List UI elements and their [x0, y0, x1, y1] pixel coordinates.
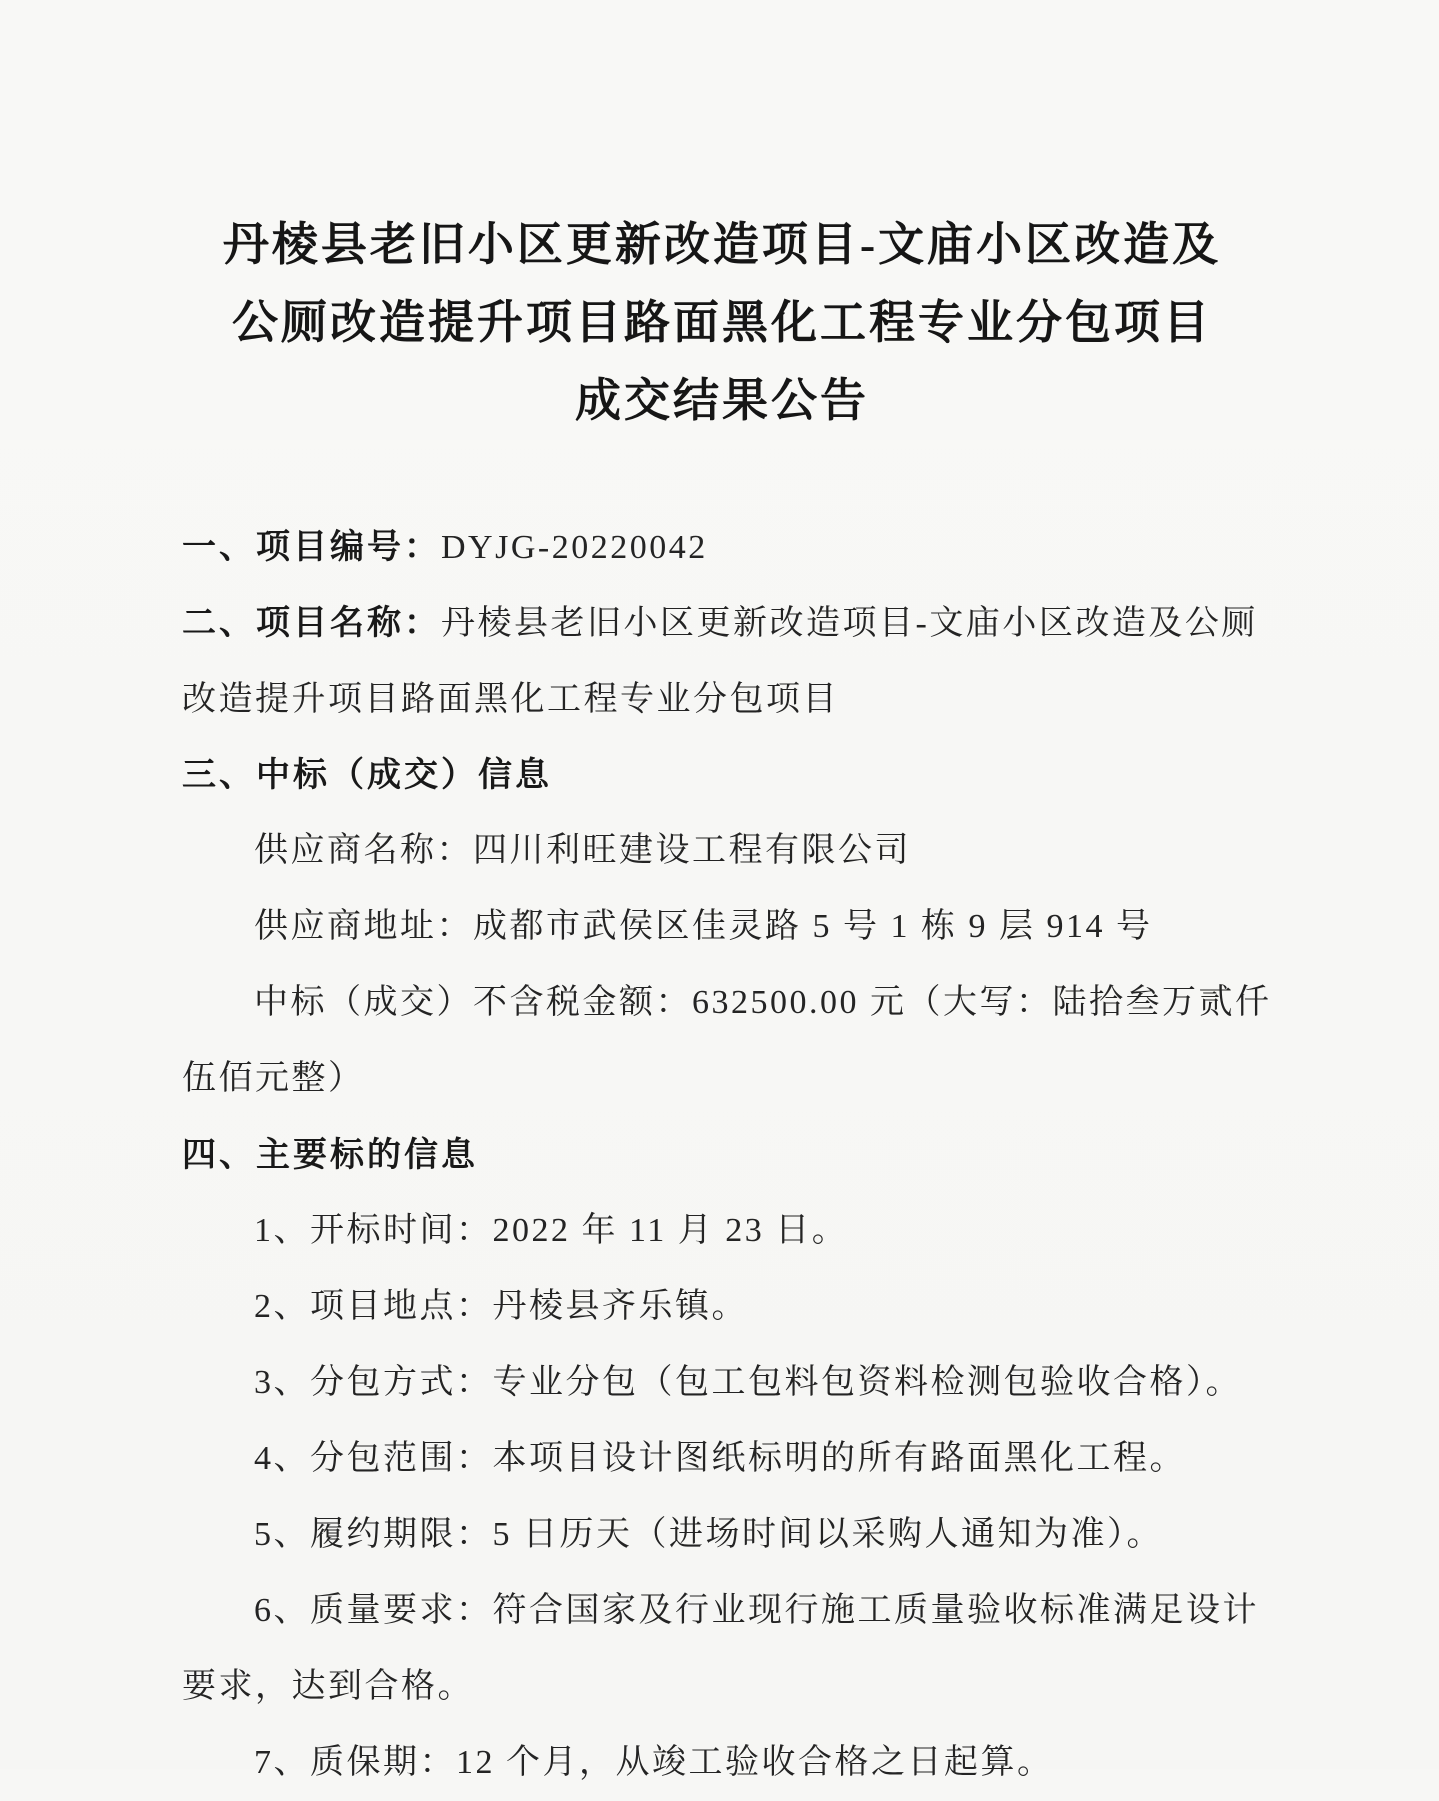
award-amount-text-continued: 伍佰元整）: [182, 1060, 365, 1097]
line-supplier-name: [182, 813, 1262, 889]
line-item-6-quality-requirement: [182, 1573, 1262, 1649]
project-name-value-continued: 改造提升项目路面黑化工程专业分包项目: [182, 681, 839, 718]
document-title: [182, 206, 1262, 440]
line-item-3-subcontract-method: [182, 1345, 1262, 1421]
line-award-info-heading: [182, 737, 1262, 813]
project-name-label: 二、项目名称：: [182, 604, 441, 642]
award-info-heading-label: 三、中标（成交）信息: [182, 756, 552, 794]
supplier-address-text: 供应商地址：成都市武侯区佳灵路 5 号 1 栋 9 层 914 号: [254, 908, 1153, 945]
document-content: [182, 509, 1272, 1801]
item-4-text: 4、分包范围：本项目设计图纸标明的所有路面黑化工程。: [254, 1440, 1186, 1477]
award-amount-text: 中标（成交）不含税金额：632500.00 元（大写：陆拾叁万贰仟: [254, 984, 1272, 1021]
supplier-name-text: 供应商名称：四川利旺建设工程有限公司: [254, 832, 911, 869]
project-number-value: DYJG-20220042: [441, 529, 708, 566]
line-item-7-warranty-period: [182, 1725, 1262, 1801]
line-project-name: [182, 585, 1262, 661]
item-3-text: 3、分包方式：专业分包（包工包料包资料检测包验收合格）。: [254, 1364, 1242, 1401]
item-5-text: 5、履约期限：5 日历天（进场时间以采购人通知为准）。: [254, 1516, 1163, 1553]
line-project-number: [182, 509, 1262, 585]
line-item-4-subcontract-scope: [182, 1421, 1262, 1497]
item-2-text: 2、项目地点：丹棱县齐乐镇。: [254, 1288, 748, 1325]
line-item-5-performance-period: [182, 1497, 1262, 1573]
item-6-text: 6、质量要求：符合国家及行业现行施工质量验收标准满足设计: [254, 1592, 1259, 1629]
line-item-2-project-location: [182, 1269, 1262, 1345]
line-supplier-address: [182, 889, 1262, 965]
title-line-3: 成交结果公告: [575, 375, 869, 426]
item-7-text: 7、质保期：12 个月，从竣工验收合格之日起算。: [254, 1744, 1054, 1781]
title-line-2: 公厕改造提升项目路面黑化工程专业分包项目: [232, 297, 1212, 348]
line-award-amount: [182, 965, 1272, 1041]
project-name-value: 丹棱县老旧小区更新改造项目-文庙小区改造及公厕: [441, 605, 1258, 642]
main-subject-heading-label: 四、主要标的信息: [182, 1136, 478, 1174]
item-1-text: 1、开标时间：2022 年 11 月 23 日。: [254, 1212, 849, 1249]
line-award-amount-continued: [182, 1041, 1262, 1117]
item-6-text-continued: 要求，达到合格。: [182, 1668, 474, 1705]
project-number-label: 一、项目编号：: [182, 528, 441, 566]
line-item-1-bid-opening-time: [182, 1193, 1262, 1269]
line-project-name-continued: [182, 661, 1262, 737]
title-line-1: 丹棱县老旧小区更新改造项目-文庙小区改造及: [222, 219, 1222, 270]
line-item-6-continued: [182, 1649, 1262, 1725]
line-main-subject-heading: [182, 1117, 1262, 1193]
document-body: [182, 206, 1272, 1801]
